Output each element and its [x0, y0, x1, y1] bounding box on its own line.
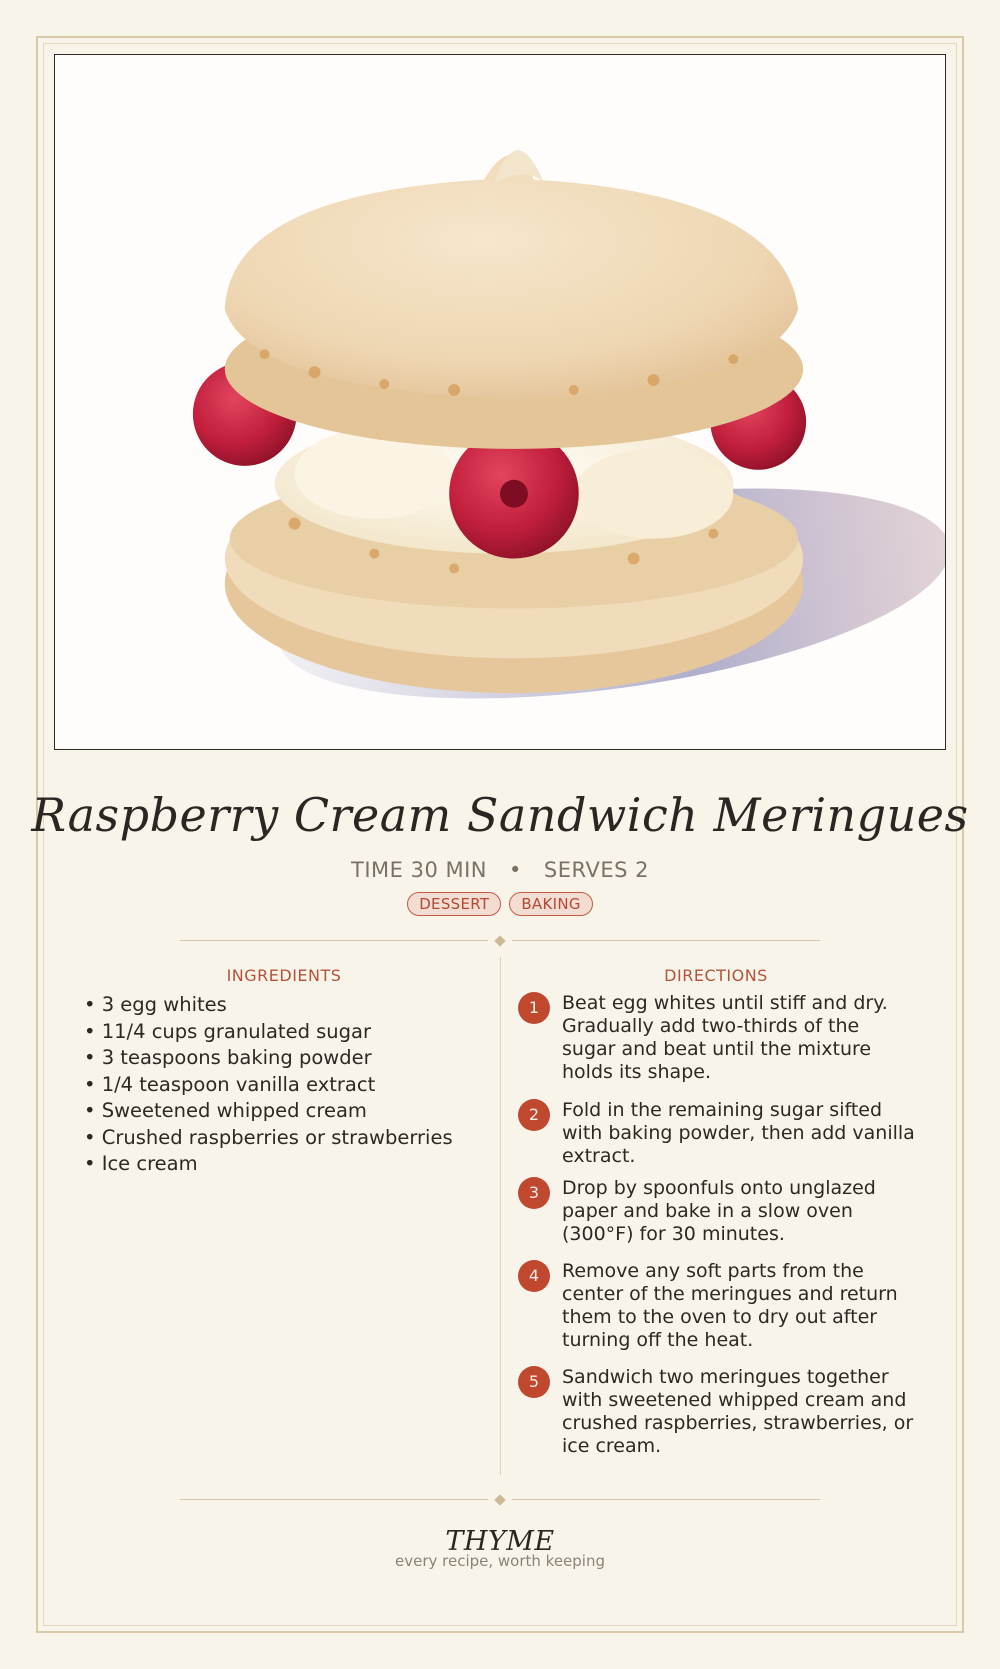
step-text: Drop by spoonfuls onto unglazed paper and bake in a slow oven (300°F) for 30 minutes.	[562, 1177, 876, 1245]
ingredient-item: • Ice cream	[84, 1152, 198, 1175]
direction-step	[518, 1260, 918, 1352]
meringue-illustration	[55, 55, 945, 749]
divider-line	[180, 1499, 488, 1500]
serves-label: SERVES 2	[543, 858, 649, 882]
ingredients-heading: INGREDIENTS	[226, 966, 342, 985]
tag-baking[interactable]: BAKING	[509, 892, 592, 916]
step-text: Remove any soft parts from the center of the meringues and return them to the oven to dry out after turning off the heat.	[562, 1260, 898, 1351]
direction-step	[518, 1366, 918, 1458]
step-text: Fold in the remaining sugar sifted with baking powder, then add vanilla extract.	[562, 1099, 915, 1167]
divider-line	[512, 940, 820, 941]
tag-list	[0, 892, 1000, 916]
step-number-badge: 3	[518, 1177, 550, 1209]
time-label: TIME 30 MIN	[351, 858, 488, 882]
step-number-badge: 1	[518, 992, 550, 1024]
meta-separator: •	[509, 858, 522, 882]
direction-step	[518, 1177, 918, 1246]
step-text: Sandwich two meringues together with sweetened whipped cream and crushed raspberries, strawberries, or ice cream.	[562, 1366, 914, 1457]
recipe-photo	[54, 54, 946, 750]
column-divider	[500, 957, 501, 1475]
diamond-ornament-icon	[494, 1494, 505, 1505]
divider-top	[180, 935, 820, 947]
ingredient-item: • 1/4 teaspoon vanilla extract	[84, 1072, 376, 1096]
divider-line	[512, 1499, 820, 1500]
divider-line	[180, 940, 488, 941]
direction-step	[518, 1099, 918, 1168]
recipe-title: Raspberry Cream Sandwich Meringues	[31, 788, 969, 842]
diamond-ornament-icon	[494, 935, 505, 946]
ingredient-item: • 11/4 cups granulated sugar	[84, 1019, 372, 1043]
brand-name: THYME	[445, 1526, 555, 1557]
step-number-badge: 5	[518, 1366, 550, 1398]
ingredient-item: • Crushed raspberries or strawberries	[84, 1125, 453, 1149]
step-text: Beat egg whites until stiff and dry. Gradually add two-thirds of the sugar and beat until the mixture holds its shape.	[562, 992, 888, 1083]
ingredient-item: • 3 egg whites	[84, 993, 227, 1016]
recipe-meta	[0, 858, 1000, 882]
ingredients-list	[84, 992, 484, 1178]
ingredient-item: • 3 teaspoons baking powder	[84, 1046, 372, 1069]
divider-bottom	[180, 1494, 820, 1506]
directions-heading: DIRECTIONS	[664, 966, 768, 985]
tag-dessert[interactable]: DESSERT	[407, 892, 501, 916]
direction-step	[518, 992, 918, 1084]
brand-tagline: every recipe, worth keeping	[394, 1552, 605, 1570]
ingredient-item: • Sweetened whipped cream	[84, 1099, 367, 1122]
step-number-badge: 2	[518, 1099, 550, 1131]
step-number-badge: 4	[518, 1260, 550, 1292]
